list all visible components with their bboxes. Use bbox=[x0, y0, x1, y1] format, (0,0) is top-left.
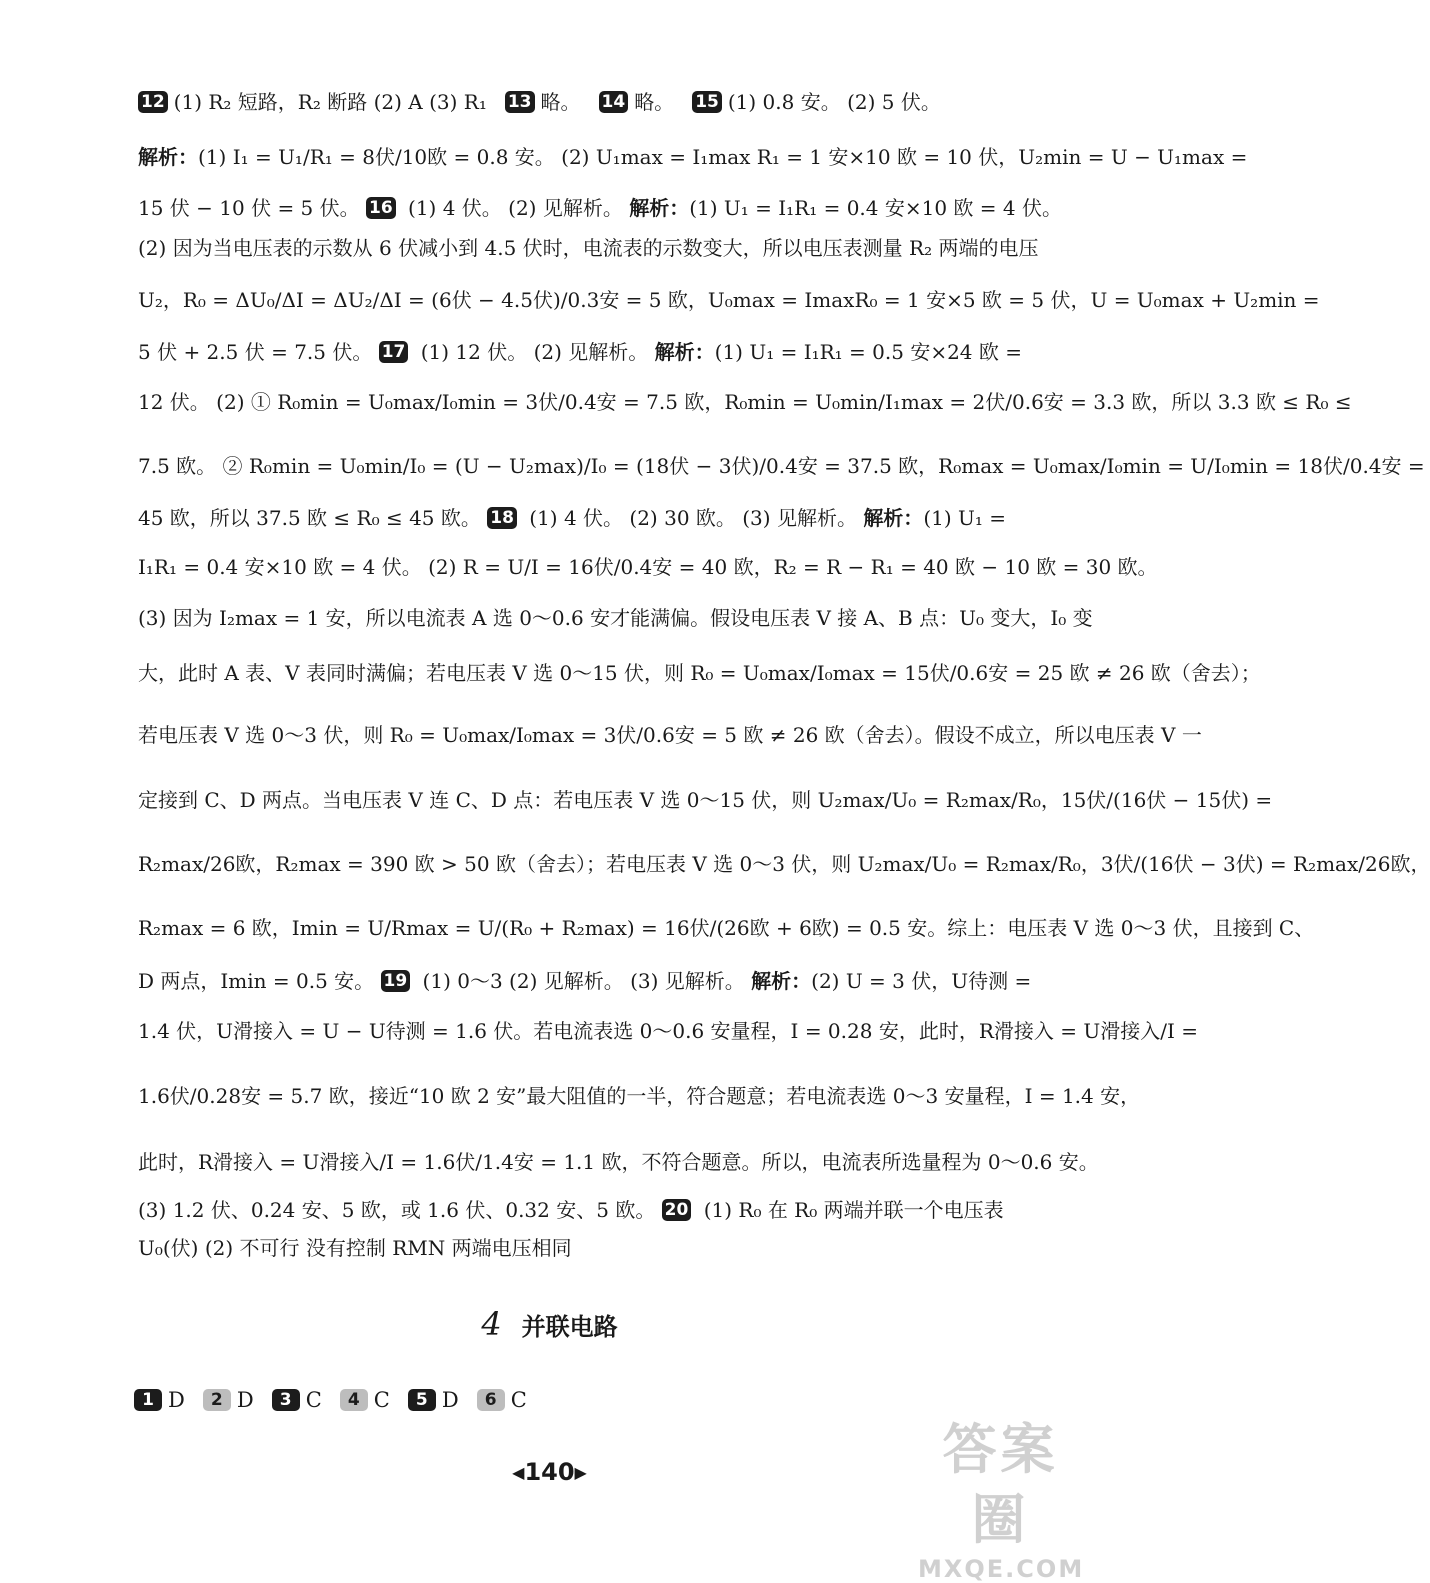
watermark-domain: MXQE.COM bbox=[918, 1555, 1085, 1583]
section-title: 并联电路 bbox=[521, 1313, 618, 1341]
answer-text: (1) 4 伏。 (2) 见解析。 bbox=[401, 196, 630, 220]
answer-text: (3) 1.2 伏、0.24 安、5 欧，或 1.6 伏、0.32 安、5 欧。 bbox=[138, 1198, 662, 1222]
answer-text: U₀(伏) (2) 不可行 没有控制 RMN 两端电压相同 bbox=[138, 1236, 572, 1260]
text-line bbox=[138, 604, 1093, 632]
question-number-badge: 5 bbox=[408, 1389, 436, 1411]
text-line bbox=[138, 721, 1202, 749]
question-number-badge: 15 bbox=[692, 91, 722, 113]
answer-text: 略。 bbox=[634, 90, 675, 114]
answer-item bbox=[408, 1388, 459, 1412]
text-line bbox=[138, 194, 1062, 222]
answer-letter: C bbox=[373, 1388, 390, 1412]
answer-text: (1) U₁ = bbox=[923, 506, 1006, 530]
answer-text: R₂max = 6 欧，Imin = U/Rmax = U/(R₀ + R₂max) = 16伏/(26欧 + 6欧) = 0.5 安。综上：电压表 V 选 0～3 伏，且接到 C、 bbox=[138, 916, 1315, 940]
question-number-badge: 14 bbox=[599, 91, 629, 113]
text-line bbox=[138, 286, 1320, 314]
analysis-label: 解析： bbox=[751, 969, 812, 993]
answer-text: (1) R₂ 短路，R₂ 断路 (2) A (3) R₁ bbox=[173, 90, 487, 114]
text-line bbox=[138, 1017, 1198, 1045]
text-line bbox=[138, 234, 1039, 262]
question-number-badge: 13 bbox=[505, 91, 535, 113]
text-line bbox=[138, 967, 1032, 995]
answer-text: 7.5 欧。 ② R₀min = U₀min/I₀ = (U − U₂max)/I₀ = (18伏 − 3伏)/0.4安 = 37.5 欧，R₀max = U₀max/I₀min = U/I₀min = 18伏/0.4安 = bbox=[138, 454, 1425, 478]
answer-text: D 两点，Imin = 0.5 安。 bbox=[138, 969, 381, 993]
left-triangle-icon: ◀ bbox=[512, 1463, 525, 1482]
text-line bbox=[138, 786, 1273, 814]
text-line bbox=[138, 914, 1315, 942]
text-line bbox=[138, 850, 1430, 878]
question-number-badge: 4 bbox=[340, 1389, 368, 1411]
question-number-badge: 17 bbox=[379, 341, 409, 363]
answer-item bbox=[477, 1388, 527, 1412]
multiple-choice-answers bbox=[134, 1388, 545, 1412]
question-number-badge: 20 bbox=[662, 1199, 692, 1221]
analysis-label: 解析： bbox=[629, 196, 690, 220]
question-number-badge: 1 bbox=[134, 1389, 162, 1411]
question-number-badge: 6 bbox=[477, 1389, 505, 1411]
text-line bbox=[138, 1196, 1028, 1224]
text-line bbox=[138, 338, 1028, 366]
question-number-badge: 2 bbox=[203, 1389, 231, 1411]
answer-text: (1) U₁ = I₁R₁ = 0.4 安×10 欧 = 4 伏。 bbox=[689, 196, 1062, 220]
answer-text: 大，此时 A 表、V 表同时满偏；若电压表 V 选 0～15 伏，则 R₀ = U₀max/I₀max = 15伏/0.6安 = 25 欧 ≠ 26 欧（舍去）； bbox=[138, 661, 1261, 685]
answer-text: (1) 12 伏。 (2) 见解析。 bbox=[414, 340, 655, 364]
text-line bbox=[138, 88, 1028, 116]
text-line bbox=[138, 143, 1248, 171]
answer-letter: D bbox=[168, 1388, 185, 1412]
watermark-logo bbox=[918, 1415, 1085, 1583]
text-line bbox=[138, 1148, 1099, 1176]
answer-text: 定接到 C、D 两点。当电压表 V 连 C、D 点：若电压表 V 选 0～15 伏，则 U₂max/U₀ = R₂max/R₀，15伏/(16伏 − 15伏) = bbox=[138, 788, 1273, 812]
answer-text: 15 伏 − 10 伏 = 5 伏。 bbox=[138, 196, 366, 220]
answer-text: I₁R₁ = 0.4 安×10 欧 = 4 伏。 (2) R = U/I = 16伏/0.4安 = 40 欧，R₂ = R − R₁ = 40 欧 − 10 欧 = 30 欧。 bbox=[138, 555, 1158, 579]
text-line bbox=[138, 553, 1158, 581]
answer-text: (1) 4 伏。 (2) 30 欧。 (3) 见解析。 bbox=[522, 506, 864, 530]
answer-text: (1) I₁ = U₁/R₁ = 8伏/10欧 = 0.8 安。 (2) U₁max = I₁max R₁ = 1 安×10 欧 = 10 伏，U₂min = U − U₁max = bbox=[198, 145, 1248, 169]
answer-text: (3) 因为 I₂max = 1 安，所以电流表 A 选 0～0.6 安才能满偏。假设电压表 V 接 A、B 点：U₀ 变大，I₀ 变 bbox=[138, 606, 1093, 630]
section-heading bbox=[0, 1305, 1099, 1343]
question-number-badge: 12 bbox=[138, 91, 168, 113]
answer-text: (1) 0～3 (2) 见解析。 (3) 见解析。 bbox=[416, 969, 752, 993]
answer-text: 略。 bbox=[540, 90, 581, 114]
question-number-badge: 18 bbox=[487, 507, 517, 529]
answer-text: (1) U₁ = I₁R₁ = 0.5 安×24 欧 = bbox=[714, 340, 1022, 364]
answer-letter: C bbox=[510, 1388, 527, 1412]
answer-text: (1) 0.8 安。 (2) 5 伏。 bbox=[727, 90, 941, 114]
answer-item bbox=[272, 1388, 322, 1412]
text-line bbox=[138, 452, 1425, 480]
analysis-label: 解析： bbox=[138, 145, 198, 169]
answer-text: 若电压表 V 选 0～3 伏，则 R₀ = U₀max/I₀max = 3伏/0.6安 = 5 欧 ≠ 26 欧（舍去）。假设不成立，所以电压表 V 一 bbox=[138, 723, 1202, 747]
text-line bbox=[138, 1234, 1028, 1262]
answer-text: U₂，R₀ = ΔU₀/ΔI = ΔU₂/ΔI = (6伏 − 4.5伏)/0.3安 = 5 欧，U₀max = ImaxR₀ = 1 安×5 欧 = 5 伏，U = U₀max + U₂min = bbox=[138, 288, 1320, 312]
answer-text: (2) 因为当电压表的示数从 6 伏减小到 4.5 伏时，电流表的示数变大，所以电压表测量 R₂ 两端的电压 bbox=[138, 236, 1039, 260]
answer-item bbox=[134, 1388, 185, 1412]
answer-text: 1.4 伏，U滑接入 = U − U待测 = 1.6 伏。若电流表选 0～0.6 安量程，I = 0.28 安，此时，R滑接入 = U滑接入/I = bbox=[138, 1019, 1198, 1043]
analysis-label: 解析： bbox=[654, 340, 715, 364]
analysis-label: 解析： bbox=[863, 506, 924, 530]
answer-letter: D bbox=[236, 1388, 254, 1412]
answer-text: R₂max/26欧，R₂max = 390 欧 > 50 欧（舍去）；若电压表 V 选 0～3 伏，则 U₂max/U₀ = R₂max/R₀，3伏/(16伏 − 3伏) = R₂max/26欧， bbox=[138, 852, 1430, 876]
text-line bbox=[138, 504, 1028, 532]
watermark-text: 答案圈 bbox=[942, 1418, 1059, 1551]
text-line bbox=[138, 388, 1352, 416]
answer-item bbox=[340, 1388, 390, 1412]
answer-text: 1.6伏/0.28安 = 5.7 欧，接近“10 欧 2 安”最大阻值的一半，符合题意；若电流表选 0～3 安量程，I = 1.4 安， bbox=[138, 1084, 1141, 1108]
answer-text: (1) R₀ 在 R₀ 两端并联一个电压表 bbox=[697, 1198, 1004, 1222]
answer-item bbox=[203, 1388, 254, 1412]
question-number-badge: 16 bbox=[366, 197, 396, 219]
text-line bbox=[138, 659, 1261, 687]
text-line bbox=[138, 1082, 1141, 1110]
right-triangle-icon: ▶ bbox=[574, 1463, 587, 1482]
answer-letter: C bbox=[305, 1388, 322, 1412]
answer-text: 此时，R滑接入 = U滑接入/I = 1.6伏/1.4安 = 1.1 欧，不符合题意。所以，电流表所选量程为 0～0.6 安。 bbox=[138, 1150, 1099, 1174]
section-number: 4 bbox=[481, 1305, 502, 1343]
answer-text: (2) U = 3 伏，U待测 = bbox=[811, 969, 1032, 993]
answer-text: 45 欧，所以 37.5 欧 ≤ R₀ ≤ 45 欧。 bbox=[138, 506, 488, 530]
answer-text: 12 伏。 (2) ① R₀min = U₀max/I₀min = 3伏/0.4安 = 7.5 欧，R₀min = U₀min/I₁max = 2伏/0.6安 = 3.3 欧，所以 3.3 欧 ≤ R₀ ≤ bbox=[138, 390, 1352, 414]
answer-letter: D bbox=[441, 1388, 459, 1412]
answer-text: 5 伏 + 2.5 伏 = 7.5 伏。 bbox=[138, 340, 379, 364]
question-number-badge: 3 bbox=[272, 1389, 300, 1411]
question-number-badge: 19 bbox=[381, 970, 411, 992]
page-number-value: 140 bbox=[524, 1458, 575, 1486]
